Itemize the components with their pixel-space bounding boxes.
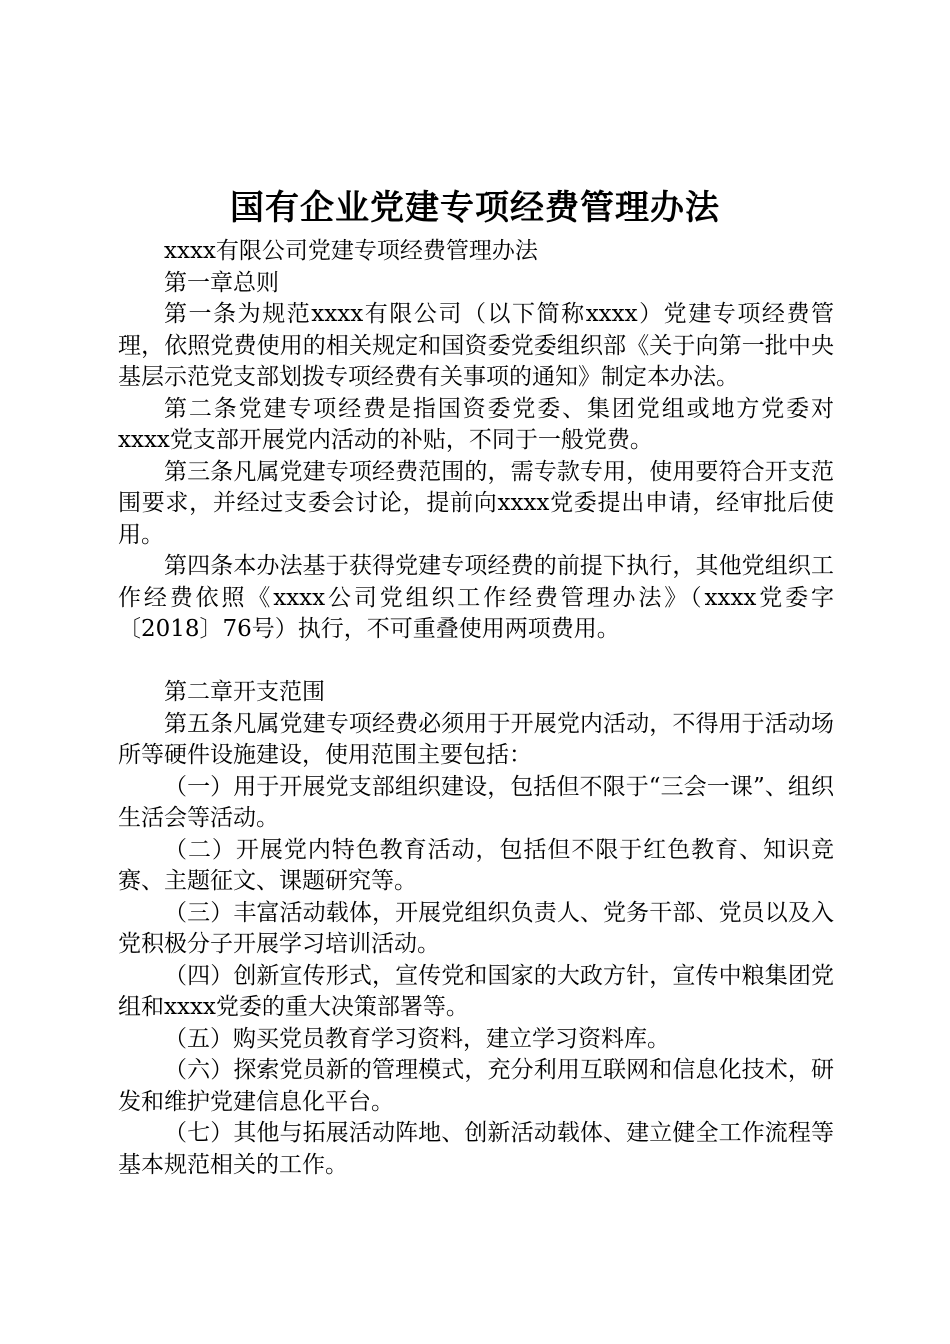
- article-paragraph: 第四条本办法基于获得党建专项经费的前提下执行，其他党组织工作经费依照《xxxx公司党组织工作经费管理办法》（xxxx党委字〔2018〕76号）执行，不可重叠使用两项费用。: [118, 553, 834, 642]
- list-item-paragraph: （七）其他与拓展活动阵地、创新活动载体、建立健全工作流程等基本规范相关的工作。: [118, 1120, 834, 1178]
- article-paragraph: 第三条凡属党建专项经费范围的，需专款专用，使用要符合开支范围要求，并经过支委会讨论，提前向xxxx党委提出申请，经审批后使用。: [118, 458, 834, 548]
- document-title: 国有企业党建专项经费管理办法: [230, 188, 720, 228]
- article-paragraph: 第一条为规范xxxx有限公司（以下简称xxxx）党建专项经费管理，依照党费使用的相关规定和国资委党委组织部《关于向第一批中央基层示范党支部划拨专项经费有关事项的通知》制定本办法。: [118, 301, 834, 390]
- list-item-paragraph: （四）创新宣传形式，宣传党和国家的大政方针，宣传中粮集团党组和xxxx党委的重大决策部署等。: [118, 962, 834, 1020]
- subtitle-paragraph: xxxx有限公司党建专项经费管理办法: [164, 238, 538, 264]
- document-body: [118, 236, 834, 1181]
- chapter-heading: 第二章开支范围: [164, 679, 325, 705]
- article-paragraph: 第二条党建专项经费是指国资委党委、集团党组或地方党委对xxxx党支部开展党内活动的补贴，不同于一般党费。: [118, 395, 834, 453]
- list-item-paragraph: （五）购买党员教育学习资料，建立学习资料库。: [164, 1025, 670, 1052]
- chapter-heading: 第一章总则: [164, 269, 279, 296]
- list-item-paragraph: （六）探索党员新的管理模式，充分利用互联网和信息化技术，研发和维护党建信息化平台。: [118, 1057, 834, 1115]
- blank-line: [118, 646, 834, 678]
- list-item-paragraph: （二）开展党内特色教育活动，包括但不限于红色教育、知识竞赛、主题征文、课题研究等。: [118, 836, 834, 894]
- article-paragraph: 第五条凡属党建专项经费必须用于开展党内活动，不得用于活动场所等硬件设施建设，使用范围主要包括：: [118, 710, 834, 768]
- list-item-paragraph: （一）用于开展党支部组织建设，包括但不限于“三会一课”、组织生活会等活动。: [118, 773, 834, 831]
- list-item-paragraph: （三）丰富活动载体，开展党组织负责人、党务干部、党员以及入党积极分子开展学习培训活动。: [118, 899, 834, 957]
